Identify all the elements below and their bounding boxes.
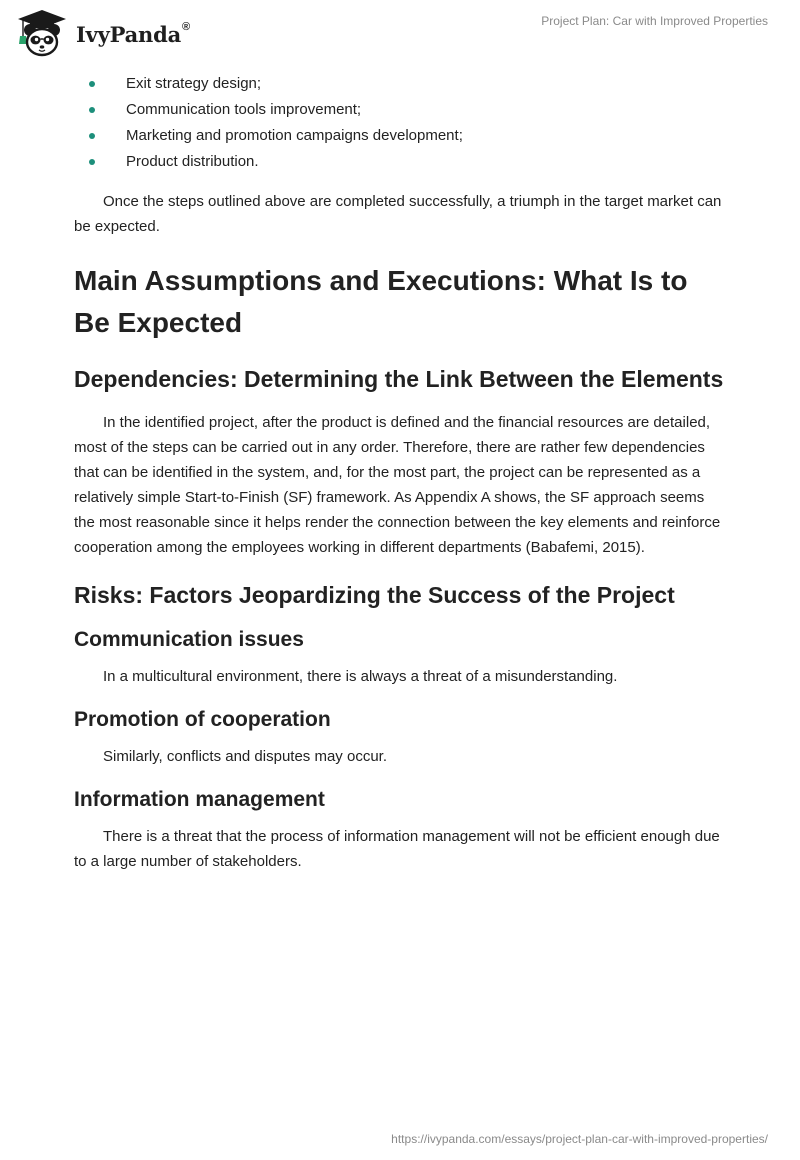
risk-heading-information: Information management: [74, 788, 325, 811]
dependencies-paragraph: In the identified project, after the product is defined and the financial resources are detailed, most of the steps can be carried out in any order. Therefore, there are rather few dependencies that can be identified in the system, and, for the most part, the project can be represented as a relatively simple Start-to-Finish (SF) framework. As Appendix A shows, the SF approach seems the most reasonable since it helps render the connection between the key elements and reinforce cooperation among the employees working in different departments (Babafemi, 2015).: [74, 414, 721, 556]
registered-mark: ®: [182, 20, 190, 33]
section-heading-risks: Risks: Factors Jeopardizing the Success of the Project: [74, 582, 675, 608]
page-header: [0, 0, 800, 70]
source-url-link[interactable]: https://ivypanda.com/essays/project-plan-car-with-improved-properties/: [391, 1132, 768, 1146]
list-item: [74, 123, 724, 149]
panda-graduate-icon: [14, 8, 70, 58]
logo-text: IvyPanda®: [76, 20, 190, 47]
bullet-icon: [89, 107, 95, 113]
steps-list: [74, 71, 724, 175]
risk-heading-cooperation: Promotion of cooperation: [74, 708, 331, 731]
article-content: [74, 72, 724, 874]
risk-paragraph-communication: In a multicultural environment, there is always a threat of a misunderstanding.: [103, 668, 618, 685]
section-heading-assumptions: Main Assumptions and Executions: What Is to Be Expected: [74, 265, 688, 338]
section-heading-dependencies: Dependencies: Determining the Link Between the Elements: [74, 366, 724, 392]
intro-paragraph: Once the steps outlined above are completed successfully, a triumph in the target market can be expected.: [74, 193, 722, 235]
list-item: [74, 71, 724, 97]
list-item-text: Exit strategy design;: [126, 75, 262, 92]
list-item-text: Product distribution.: [126, 153, 259, 170]
list-item-text: Communication tools improvement;: [126, 101, 362, 118]
bullet-icon: [89, 81, 95, 87]
list-item: [74, 149, 724, 175]
list-item: [74, 97, 724, 123]
list-item-text: Marketing and promotion campaigns development;: [126, 127, 463, 144]
logo[interactable]: [14, 8, 190, 58]
document-title: Project Plan: Car with Improved Properties: [541, 14, 768, 28]
bullet-icon: [89, 159, 95, 165]
bullet-icon: [89, 133, 95, 139]
risk-paragraph-information: There is a threat that the process of information management will not be efficient enough due to a large number of stakeholders.: [74, 828, 720, 870]
risk-paragraph-cooperation: Similarly, conflicts and disputes may occur.: [103, 748, 387, 765]
risk-heading-communication: Communication issues: [74, 628, 304, 651]
